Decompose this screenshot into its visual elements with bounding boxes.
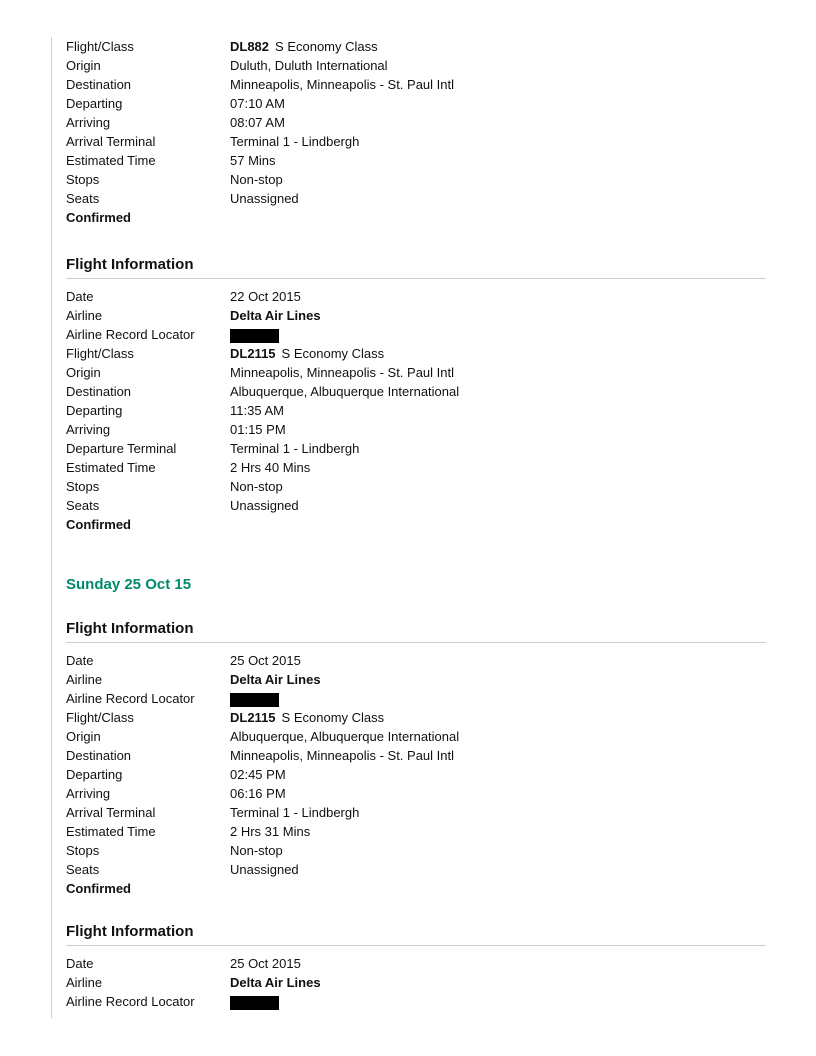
departing-label: Departing <box>66 96 123 111</box>
estimated-time-row <box>66 151 766 170</box>
airline-value: Delta Air Lines <box>230 672 321 687</box>
day-heading: Sunday 25 Oct 15 <box>66 576 192 593</box>
airline-label: Airline <box>66 308 103 323</box>
stops-value: Non-stop <box>230 172 283 187</box>
date-value: 22 Oct 2015 <box>230 289 301 304</box>
destination-label: Destination <box>66 748 132 763</box>
date-row <box>66 651 766 670</box>
estimated-time-label: Estimated Time <box>66 824 156 839</box>
stops-value: Non-stop <box>230 843 283 858</box>
origin-value: Duluth, Duluth International <box>230 58 388 73</box>
flight-code: DL2115 <box>230 710 276 725</box>
flight-class-row <box>66 344 766 363</box>
redacted-locator <box>230 329 279 343</box>
destination-row <box>66 75 766 94</box>
stops-value: Non-stop <box>230 479 283 494</box>
estimated-time-row <box>66 458 766 477</box>
seats-row <box>66 860 766 879</box>
airline-row <box>66 306 766 325</box>
destination-value: Albuquerque, Albuquerque International <box>230 384 460 399</box>
redacted-locator <box>230 693 279 707</box>
flight-class-row <box>66 37 766 56</box>
record-locator-label: Airline Record Locator <box>66 327 195 342</box>
arriving-value: 01:15 PM <box>230 422 286 437</box>
origin-row <box>66 56 766 75</box>
date-label: Date <box>66 289 94 304</box>
origin-row <box>66 363 766 382</box>
destination-value: Minneapolis, Minneapolis - St. Paul Intl <box>230 77 455 92</box>
confirmed-status: Confirmed <box>66 517 131 532</box>
destination-row <box>66 382 766 401</box>
departing-row <box>66 401 766 420</box>
estimated-time-label: Estimated Time <box>66 153 156 168</box>
terminal-row <box>66 132 766 151</box>
origin-value: Albuquerque, Albuquerque International <box>230 729 460 744</box>
arrival-terminal-label: Arrival Terminal <box>66 134 156 149</box>
flight-details-0 <box>66 37 766 227</box>
stops-row <box>66 477 766 496</box>
seats-value: Unassigned <box>230 862 299 877</box>
seats-label: Seats <box>66 498 100 513</box>
arriving-value: 06:16 PM <box>230 786 286 801</box>
arriving-label: Arriving <box>66 422 111 437</box>
airline-row <box>66 670 766 689</box>
flight-code: DL882 <box>230 39 270 54</box>
airline-label: Airline <box>66 672 103 687</box>
flight-class-label: Flight/Class <box>66 39 134 54</box>
itinerary-content <box>66 37 766 1011</box>
airline-value: Delta Air Lines <box>230 975 321 990</box>
left-border-rule <box>51 37 52 1018</box>
seats-label: Seats <box>66 862 100 877</box>
flight-class-label: Flight/Class <box>66 710 134 725</box>
date-label: Date <box>66 956 94 971</box>
date-value: 25 Oct 2015 <box>230 653 301 668</box>
date-row <box>66 954 766 973</box>
flight-code: DL2115 <box>230 346 276 361</box>
departing-label: Departing <box>66 767 123 782</box>
record-locator-row <box>66 689 766 708</box>
origin-value: Minneapolis, Minneapolis - St. Paul Intl <box>230 365 455 380</box>
estimated-time-label: Estimated Time <box>66 460 156 475</box>
departure-terminal-label: Departure Terminal <box>66 441 177 456</box>
airline-row <box>66 973 766 992</box>
terminal-value: Terminal 1 - Lindbergh <box>230 805 360 820</box>
departing-row <box>66 765 766 784</box>
stops-label: Stops <box>66 479 100 494</box>
destination-value: Minneapolis, Minneapolis - St. Paul Intl <box>230 748 455 763</box>
estimated-time-value: 2 Hrs 40 Mins <box>230 460 311 475</box>
estimated-time-value: 57 Mins <box>230 153 276 168</box>
seats-row <box>66 496 766 515</box>
flight-information-heading: Flight Information <box>66 920 766 946</box>
departing-label: Departing <box>66 403 123 418</box>
estimated-time-value: 2 Hrs 31 Mins <box>230 824 311 839</box>
departing-value: 11:35 AM <box>230 403 284 418</box>
flight-class-value: S Economy Class <box>281 346 385 361</box>
flight-class-row <box>66 708 766 727</box>
origin-row <box>66 727 766 746</box>
seats-label: Seats <box>66 191 100 206</box>
record-locator-label: Airline Record Locator <box>66 994 195 1009</box>
flight-class-value: S Economy Class <box>275 39 378 54</box>
departing-value: 07:10 AM <box>230 96 285 111</box>
flight-details-2 <box>66 651 766 898</box>
flight-class-value: S Economy Class <box>281 710 385 725</box>
arriving-row <box>66 784 766 803</box>
destination-label: Destination <box>66 384 132 399</box>
stops-row <box>66 841 766 860</box>
date-value: 25 Oct 2015 <box>230 956 301 971</box>
arrival-terminal-label: Arrival Terminal <box>66 805 156 820</box>
airline-label: Airline <box>66 975 103 990</box>
origin-label: Origin <box>66 58 101 73</box>
origin-label: Origin <box>66 729 101 744</box>
seats-value: Unassigned <box>230 191 299 206</box>
arriving-row <box>66 420 766 439</box>
confirmed-status: Confirmed <box>66 210 131 225</box>
flight-class-label: Flight/Class <box>66 346 134 361</box>
arriving-label: Arriving <box>66 786 111 801</box>
flight-information-heading: Flight Information <box>66 253 766 279</box>
terminal-row <box>66 803 766 822</box>
record-locator-row <box>66 992 766 1011</box>
departing-row <box>66 94 766 113</box>
arriving-row <box>66 113 766 132</box>
flight-details-1 <box>66 287 766 534</box>
destination-label: Destination <box>66 77 132 92</box>
terminal-value: Terminal 1 - Lindbergh <box>230 441 360 456</box>
date-label: Date <box>66 653 94 668</box>
stops-label: Stops <box>66 172 100 187</box>
seats-row <box>66 189 766 208</box>
arriving-label: Arriving <box>66 115 111 130</box>
flight-information-heading: Flight Information <box>66 617 766 643</box>
stops-row <box>66 170 766 189</box>
arriving-value: 08:07 AM <box>230 115 285 130</box>
redacted-locator <box>230 996 279 1010</box>
terminal-value: Terminal 1 - Lindbergh <box>230 134 360 149</box>
departing-value: 02:45 PM <box>230 767 286 782</box>
confirmed-status: Confirmed <box>66 881 131 896</box>
seats-value: Unassigned <box>230 498 299 513</box>
origin-label: Origin <box>66 365 101 380</box>
terminal-row <box>66 439 766 458</box>
estimated-time-row <box>66 822 766 841</box>
destination-row <box>66 746 766 765</box>
record-locator-label: Airline Record Locator <box>66 691 195 706</box>
flight-details-3 <box>66 954 766 1011</box>
record-locator-row <box>66 325 766 344</box>
date-row <box>66 287 766 306</box>
airline-value: Delta Air Lines <box>230 308 321 323</box>
stops-label: Stops <box>66 843 100 858</box>
